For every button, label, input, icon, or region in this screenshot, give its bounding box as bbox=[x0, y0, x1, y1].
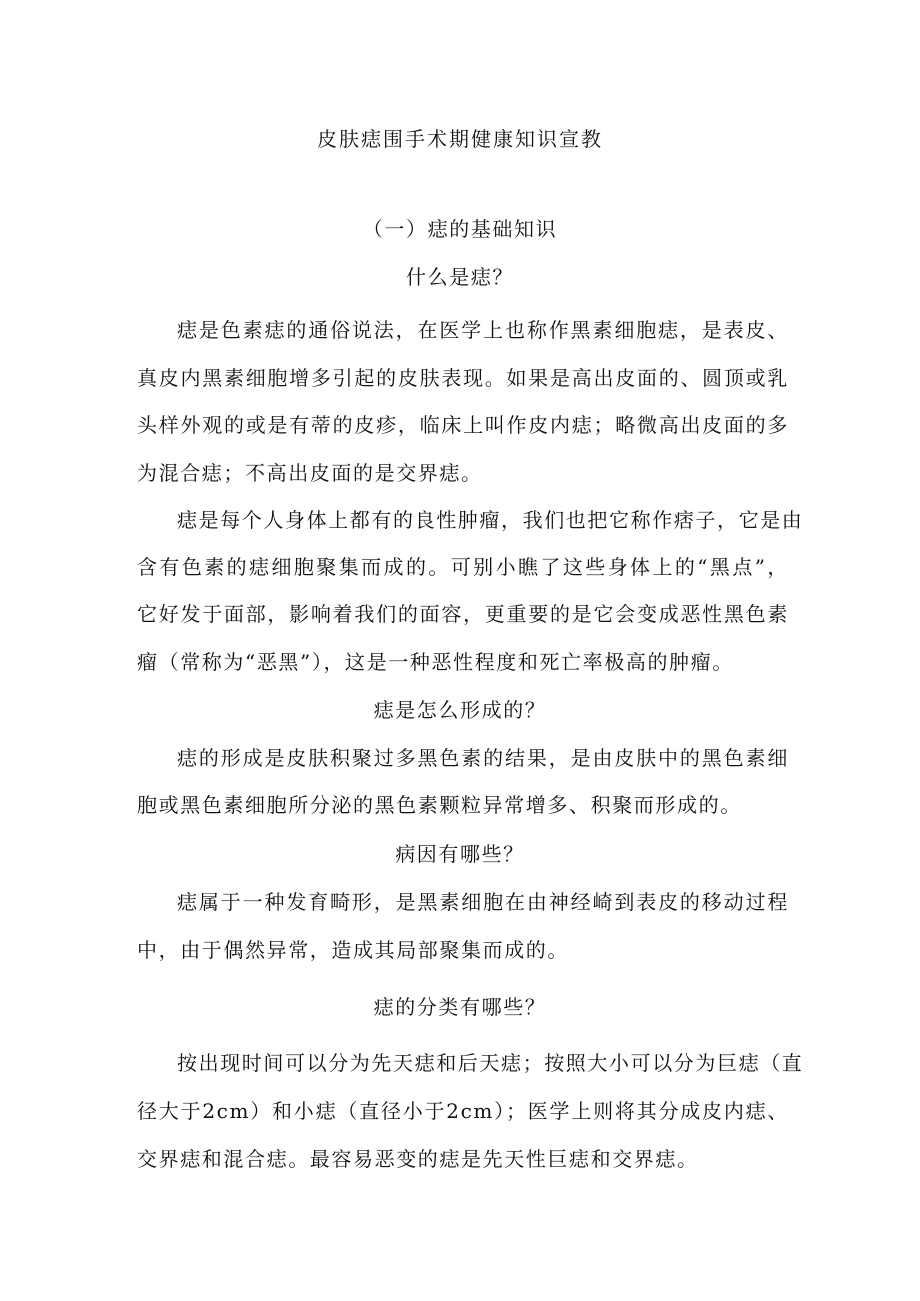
paragraph-line: 中，由于偶然异常，造成其局部聚集而成的。 bbox=[137, 938, 569, 962]
question-heading-causes: 病因有哪些？ bbox=[395, 842, 525, 866]
paragraph-line: 含有色素的痣细胞聚集而成的。可别小瞧了这些身体上的“黑点”， bbox=[137, 555, 789, 579]
question-heading-what-is-mole: 什么是痣？ bbox=[406, 265, 514, 289]
paragraph-line: 它好发于面部，影响着我们的面容，更重要的是它会变成恶性黑色素 bbox=[137, 602, 789, 626]
paragraph-line: 痣的形成是皮肤积聚过多黑色素的结果，是由皮肤中的黑色素细 bbox=[177, 746, 789, 770]
paragraph-line: 按出现时间可以分为先天痣和后天痣；按照大小可以分为巨痣（直 bbox=[177, 1051, 804, 1075]
section-heading: （一）痣的基础知识 bbox=[362, 217, 558, 241]
paragraph-line: 胞或黑色素细胞所分泌的黑色素颗粒异常增多、积聚而形成的。 bbox=[137, 793, 742, 817]
paragraph-line: 瘤（常称为“恶黑”），这是一种恶性程度和死亡率极高的肿瘤。 bbox=[137, 650, 734, 674]
paragraph-line: 痣属于一种发育畸形，是黑素细胞在由神经崎到表皮的移动过程 bbox=[177, 890, 789, 914]
question-heading-classification: 痣的分类有哪些？ bbox=[373, 995, 547, 1019]
question-heading-formation: 痣是怎么形成的？ bbox=[373, 698, 547, 722]
paragraph-line: 痣是色素痣的通俗说法，在医学上也称作黑素细胞痣，是表皮、 bbox=[177, 318, 789, 342]
paragraph-line: 交界痣和混合痣。最容易恶变的痣是先天性巨痣和交界痣。 bbox=[137, 1147, 699, 1171]
paragraph-line: 头样外观的或是有蒂的皮疹，临床上叫作皮内痣；略微高出皮面的多 bbox=[137, 413, 789, 437]
paragraph-line: 为混合痣；不高出皮面的是交界痣。 bbox=[137, 461, 483, 485]
paragraph-line: 真皮内黑素细胞增多引起的皮肤表现。如果是高出皮面的、圆顶或乳 bbox=[137, 366, 789, 390]
paragraph-line: 痣是每个人身体上都有的良性肿瘤，我们也把它称作痞子，它是由 bbox=[177, 508, 804, 532]
document-title: 皮肤痣围手术期健康知识宣教 bbox=[317, 127, 603, 151]
paragraph-line: 径大于2cm）和小痣（直径小于2cm）；医学上则将其分成皮内痣、 bbox=[137, 1099, 789, 1123]
